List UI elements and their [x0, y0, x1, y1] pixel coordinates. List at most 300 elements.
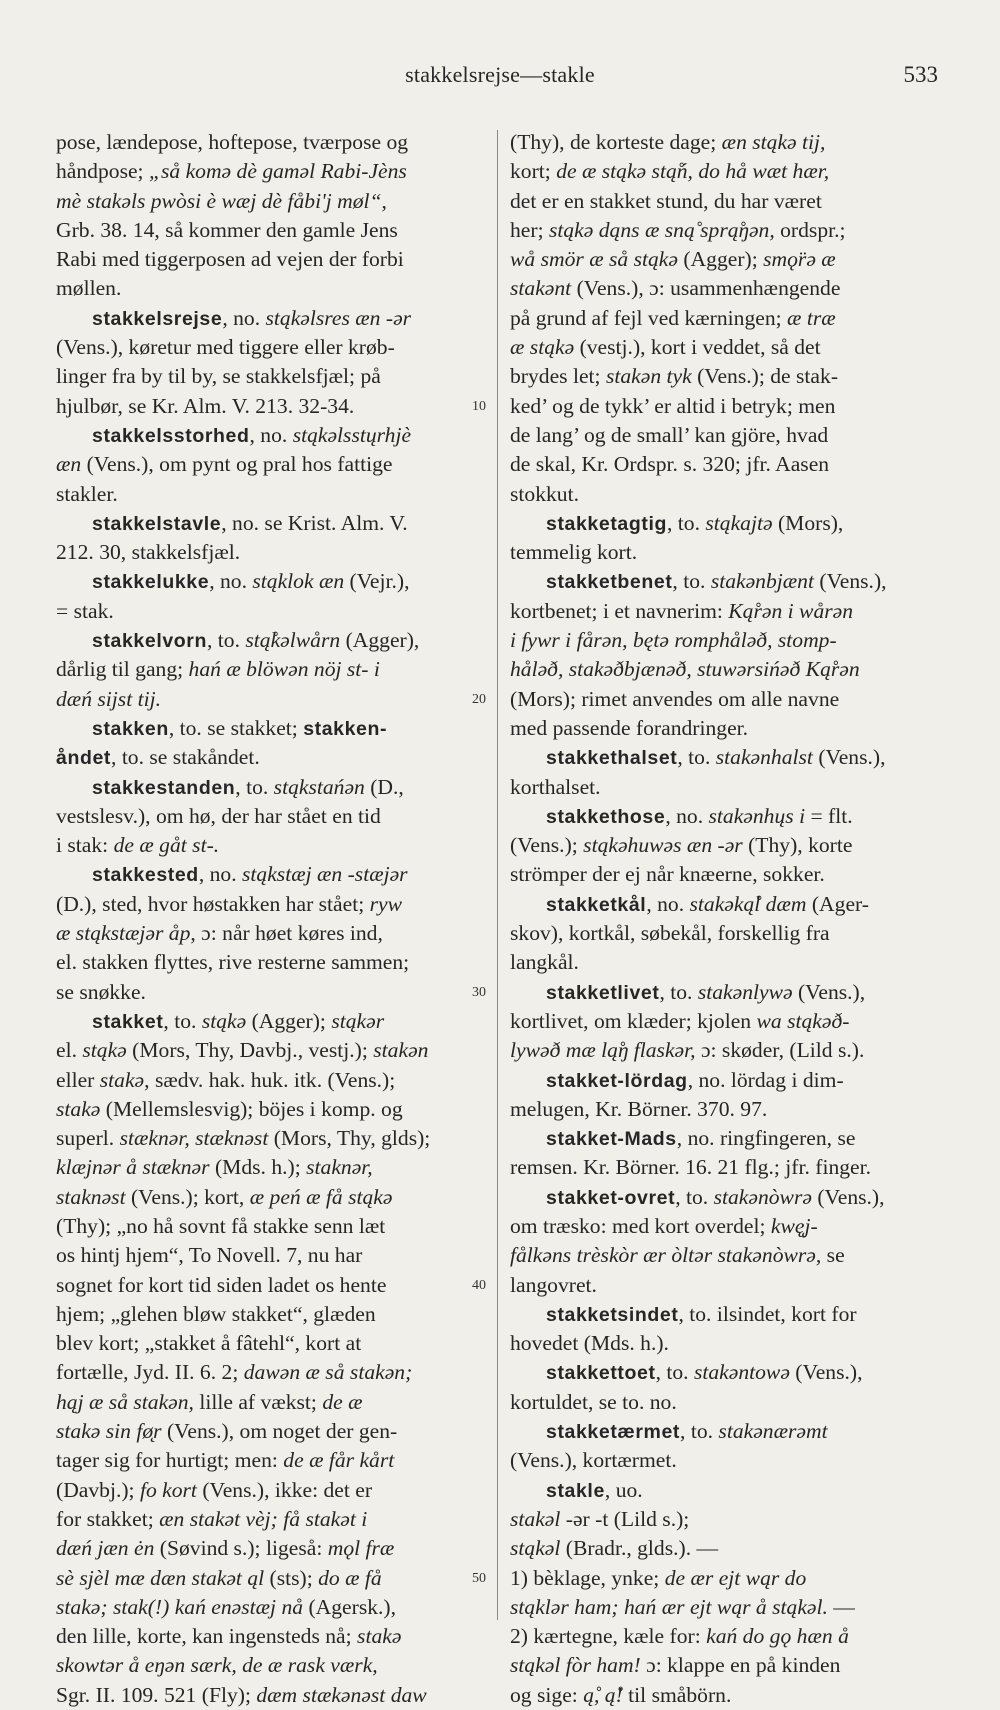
line-text: temmelig kort.	[510, 540, 638, 565]
dialect-form: stakəntowə	[693, 1360, 790, 1385]
text-line	[56, 421, 486, 450]
line-text: el.	[56, 1038, 83, 1063]
dialect-form: stakə	[56, 1096, 101, 1121]
text-line	[56, 1241, 486, 1270]
dialect-form: sè sjèl mæ dæn stakət ąl	[56, 1565, 265, 1590]
running-head-title: stakkelsrejse—stakle	[405, 62, 595, 87]
text-line	[56, 626, 486, 655]
dialect-form: æn stakət vèj; få stakət i	[159, 1506, 368, 1531]
dialect-form: Ką̊rən i wårən	[728, 598, 854, 623]
text-line	[510, 597, 942, 626]
text-line	[56, 714, 486, 743]
line-text: (vestj.), kort i veddet, så det	[574, 335, 821, 360]
text-line	[56, 890, 486, 919]
text-line	[56, 128, 486, 157]
line-text: linger fra by til by, se stakkelsfjæl; på	[56, 364, 381, 389]
dialect-form: stą̊kəlwårn	[245, 628, 341, 653]
headword: stakket-ovret	[546, 1186, 676, 1209]
line-text: (Ager-	[806, 891, 869, 916]
line-text: 212. 30, stakkelsfjæl.	[56, 540, 241, 565]
dialect-form: de æ	[322, 1389, 363, 1414]
dialect-form: fålkəns trèskòr ær òltər stakənòwrə,	[510, 1243, 822, 1268]
text-line	[510, 1534, 942, 1563]
line-text: , to.	[207, 628, 246, 653]
line-text: hjem; „glehen bløw stakket“, glæden	[56, 1301, 376, 1326]
line-text: ordspr.;	[774, 217, 846, 242]
text-line	[510, 773, 942, 802]
line-text: , to.	[672, 569, 711, 594]
dialect-form: stakənlywə	[697, 979, 793, 1004]
dialect-form: dæm stækənəst daw	[256, 1682, 427, 1707]
dialect-form: dæń jæn ėn	[56, 1536, 155, 1561]
line-text: (D.), sted, hvor høstakken har stået;	[56, 891, 370, 916]
text-line	[56, 948, 486, 977]
line-text: kortbenet; i et navnerim:	[510, 598, 729, 623]
text-line	[56, 773, 486, 802]
dialect-form: stąklok æn	[252, 569, 345, 594]
line-text: kortuldet, se to. no.	[510, 1389, 677, 1414]
dialect-form: hań æ blöwən nöj st- i	[188, 657, 380, 682]
line-text: (Søvind s.); ligeså:	[154, 1536, 328, 1561]
line-number: 50	[472, 1570, 486, 1586]
line-text: ɔ: klappe en på kinden	[640, 1653, 841, 1678]
line-text: brydes let;	[510, 364, 606, 389]
dialect-form: staknər,	[306, 1155, 373, 1180]
dialect-form: dæń sijst tij.	[56, 686, 161, 711]
dialect-form: de æ stąkə stą̊ń, do hå wæt hær,	[556, 159, 830, 184]
line-text: , to.	[680, 1419, 719, 1444]
text-line	[510, 1358, 942, 1387]
line-text: , no.	[249, 422, 293, 447]
text-line	[56, 567, 486, 596]
dialect-form: stakəką̊l dæm	[689, 891, 807, 916]
text-line	[510, 1476, 942, 1505]
headword: stakkelsstorhed	[92, 424, 250, 447]
line-text: dårlig til gang;	[56, 657, 189, 682]
text-line	[510, 1593, 942, 1622]
line-text: (Vens.), om pynt og pral hos fattige	[81, 452, 393, 477]
headword: stakkethose	[546, 805, 666, 828]
line-text: (Vens.);	[510, 833, 584, 858]
line-text: langovret.	[510, 1272, 597, 1297]
line-text: (Vens.), om noget der gen-	[161, 1419, 398, 1444]
text-line	[56, 860, 486, 889]
text-line	[56, 1505, 486, 1534]
line-text: , no.	[209, 569, 253, 594]
text-line	[510, 978, 942, 1007]
dialect-form: stakənhalst	[715, 745, 813, 770]
dialect-form: ą̊, ą̊!	[583, 1682, 623, 1707]
line-text: superl.	[56, 1126, 120, 1151]
text-line	[510, 567, 942, 596]
dialect-form: wå smör æ så stąkə	[510, 247, 678, 272]
headword: stakketkål	[546, 893, 647, 916]
dialect-form: stąkəhuwəs æn -ər	[583, 833, 743, 858]
line-text: -ər -t (Lild s.);	[560, 1506, 690, 1531]
text-line	[56, 802, 486, 831]
line-text: strömper der ej når knæerne, sokker.	[510, 862, 825, 887]
line-text: fortælle, Jyd. II. 6. 2;	[56, 1360, 244, 1385]
dialect-form: dawən æ så stakən;	[243, 1360, 413, 1385]
line-text: hjulbør, se Kr. Alm. V. 213. 32-34.	[56, 393, 355, 418]
dialect-form: stąkə dąns æ sną̊ sprą̊ŋən,	[548, 217, 775, 242]
line-text: ,	[381, 188, 387, 213]
text-line	[56, 157, 486, 186]
line-text: , no. se Krist. Alm. V.	[221, 510, 408, 535]
dialect-form: stakən tyk	[605, 364, 692, 389]
dialect-form: stąkəlsres æn -ər	[265, 305, 412, 330]
dialect-form: stakənhųs i	[708, 803, 806, 828]
text-line	[56, 450, 486, 479]
dialect-form: stąkə	[201, 1008, 247, 1033]
text-line	[510, 392, 942, 421]
text-line	[56, 538, 486, 567]
line-text: Grb. 38. 14, så kommer den gamle Jens	[56, 217, 398, 242]
text-line	[510, 1153, 942, 1182]
headword: stakken	[92, 717, 169, 740]
headword: stakketlivet	[546, 981, 660, 1004]
line-text: , no.	[198, 862, 243, 887]
line-text: (Mds. h.);	[209, 1155, 307, 1180]
dialect-form: æ stąkə	[510, 335, 575, 360]
dialect-form: stąkstańən	[273, 774, 365, 799]
headword: stakket	[92, 1010, 164, 1033]
text-line	[56, 304, 486, 333]
line-text: stakler.	[56, 481, 118, 506]
headword: stakkettoet	[546, 1362, 656, 1385]
line-text: (Thy), de korteste dage;	[510, 130, 722, 154]
line-text: (Vens.), ikke: det er	[196, 1477, 373, 1502]
right-column	[510, 128, 942, 1710]
text-line	[510, 362, 942, 391]
line-text: (Vens.), ɔ: usammenhængende	[571, 276, 841, 301]
dialect-form: stakən	[373, 1038, 429, 1063]
line-text: (Mors),	[772, 510, 844, 535]
dialect-form: æn	[56, 452, 82, 477]
text-line	[56, 187, 486, 216]
text-line	[510, 538, 942, 567]
line-text: el. stakken flyttes, rive resterne sammen;	[56, 950, 410, 975]
dialect-form: æ stąkstæjər åp	[56, 921, 191, 946]
dialect-form: håləð, stakəðbjænəð, stuwərsińəð Ką̊rən	[510, 657, 860, 682]
text-line	[510, 1564, 942, 1593]
text-line	[56, 245, 486, 274]
dialect-form: do æ få	[318, 1565, 382, 1590]
line-text: pose, lændepose, hoftepose, tværpose og	[56, 130, 409, 154]
text-line	[510, 1300, 942, 1329]
line-text: os hintj hjem“, To Novell. 7, nu har	[56, 1243, 363, 1268]
line-text: for stakket;	[56, 1506, 160, 1531]
dialect-form: stakə sin fø̨r	[56, 1419, 162, 1444]
headword: stakketsindet	[546, 1303, 679, 1326]
text-line	[56, 1388, 486, 1417]
dialect-form: stakəl	[510, 1506, 561, 1531]
line-text: møllen.	[56, 276, 122, 301]
text-line	[510, 860, 942, 889]
text-line	[56, 1271, 486, 1300]
text-line	[56, 1417, 486, 1446]
text-line	[510, 1388, 942, 1417]
headword: stakkelukke	[92, 571, 210, 594]
text-line	[510, 890, 942, 919]
text-line	[56, 480, 486, 509]
text-line	[510, 1446, 942, 1475]
text-line	[56, 1622, 486, 1651]
headword: stakken-	[303, 717, 388, 740]
line-text: på grund af fejl ved kærningen;	[510, 305, 788, 330]
line-text: , to. se stakåndet.	[111, 745, 260, 770]
dialect-form: stakənbjænt	[710, 569, 814, 594]
text-line	[510, 1212, 942, 1241]
dialect-form: stakə	[99, 1067, 145, 1092]
line-text: , to.	[677, 745, 716, 770]
line-text: (Vens.),	[789, 1360, 863, 1385]
text-line	[510, 1622, 942, 1651]
text-line	[510, 1007, 942, 1036]
dialect-form: staknəst	[56, 1184, 126, 1209]
text-line	[56, 1124, 486, 1153]
line-text: (Mors, Thy, Davbj., vestj.);	[126, 1038, 374, 1063]
text-line	[56, 1593, 486, 1622]
line-text: , no. lördag i dim-	[687, 1067, 844, 1092]
line-text: her;	[510, 217, 549, 242]
text-line	[56, 1095, 486, 1124]
line-number: 40	[472, 1277, 486, 1293]
line-text: 2) kærtegne, kæle for:	[510, 1624, 707, 1649]
line-text: = stak.	[56, 598, 114, 623]
text-line	[56, 509, 486, 538]
text-line	[510, 831, 942, 860]
text-line	[510, 626, 942, 655]
dialect-form: de æ gåt st-.	[113, 833, 220, 858]
text-line	[510, 1505, 942, 1534]
line-text: kortlivet, om klæder; kjolen	[510, 1008, 757, 1033]
dialect-form: skowtər å eŋən særk, de æ rask værk,	[56, 1653, 378, 1678]
line-text: til småbörn.	[622, 1682, 732, 1707]
line-text: , to. se stakket;	[168, 715, 304, 740]
text-line	[510, 802, 942, 831]
text-line	[56, 1476, 486, 1505]
line-text: (Vens.), køretur med tiggere eller krøb-	[56, 335, 395, 360]
line-text: ked’ og de tykk’ er altid i betryk; men	[510, 393, 836, 418]
line-text: med passende forandringer.	[510, 715, 749, 740]
headword: stakkethalset	[546, 747, 678, 770]
line-text: 1) bèklage, ynke;	[510, 1565, 665, 1590]
text-line	[510, 187, 942, 216]
line-text: , no.	[646, 891, 690, 916]
line-text: skov), kortkål, søbekål, forskellig fra	[510, 921, 830, 946]
line-number: 30	[472, 984, 486, 1000]
headword: stakket-Mads	[546, 1128, 677, 1151]
dialect-form: ryw	[369, 891, 403, 916]
line-text: se snøkke.	[56, 979, 146, 1004]
dialect-form: de ær ejt wąr do	[664, 1565, 807, 1590]
column-divider	[497, 130, 498, 1620]
dialect-form: mè stakəls pwòsi è wæj dè fåbi'j møl“	[56, 188, 382, 213]
left-column	[56, 128, 486, 1710]
line-text: i stak:	[56, 833, 114, 858]
line-text: den lille, korte, kan ingensteds nå;	[56, 1624, 358, 1649]
line-text: = flt.	[805, 803, 853, 828]
line-text: (Agersk.),	[303, 1594, 397, 1619]
headword: stakket-lördag	[546, 1069, 688, 1092]
line-text: remsen. Kr. Börner. 16. 21 flg.; jfr. finger.	[510, 1155, 872, 1180]
dialect-form: mǫl fræ	[327, 1536, 395, 1561]
line-text: (Vens.),	[813, 569, 887, 594]
text-line	[56, 1153, 486, 1182]
line-text: melugen, Kr. Börner. 370. 97.	[510, 1096, 768, 1121]
dialect-form: æ peń æ få stąkə	[249, 1184, 393, 1209]
text-line	[510, 157, 942, 186]
line-text: (Agger),	[340, 628, 420, 653]
line-number: 10	[472, 398, 486, 414]
text-line	[56, 1007, 486, 1036]
line-text: håndpose;	[56, 159, 149, 184]
line-text: (Vens.),	[811, 1184, 885, 1209]
text-line	[510, 743, 942, 772]
line-text: , ɔ: når høet køres ind,	[190, 921, 383, 946]
text-line	[510, 1329, 942, 1358]
line-text: , sædv. hak. huk. itk. (Vens.);	[144, 1067, 396, 1092]
dialect-form: stakənt	[510, 276, 572, 301]
text-line	[56, 1534, 486, 1563]
dialect-form: wa stąkəð-	[756, 1008, 850, 1033]
text-line	[510, 1417, 942, 1446]
line-text: de lang’ og de small’ kan gjöre, hvad	[510, 422, 829, 447]
line-text: tager sig for hurtigt; men:	[56, 1448, 284, 1473]
line-text: , no. ringfingeren, se	[676, 1126, 856, 1151]
text-line	[510, 421, 942, 450]
dialect-form: i fywr i fårən, bętə romphåləð, stomp-	[510, 628, 837, 653]
headword: stakkelstavle	[92, 512, 222, 535]
line-text: (Thy); „no hå sovnt få stakke senn læt	[56, 1213, 386, 1238]
line-text: Sgr. II. 109. 521 (Fly);	[56, 1682, 257, 1707]
dialect-form: stąkajtə	[705, 510, 773, 535]
dialect-form: stakənòwrə	[713, 1184, 812, 1209]
line-text: , no.	[222, 305, 266, 330]
dialect-form: stakə; stak(!) kań enəstæj nå	[56, 1594, 304, 1619]
line-text: om træsko: med kort overdel;	[510, 1213, 771, 1238]
dialect-form: de æ får kårt	[283, 1448, 395, 1473]
text-line	[56, 685, 486, 714]
text-line	[56, 1446, 486, 1475]
headword: stakketærmet	[546, 1421, 681, 1444]
dialect-form: æn stąkə tij,	[721, 130, 826, 154]
dialect-form: lywəð mæ lą̊ŋ flaskər,	[510, 1038, 696, 1063]
headword: åndet	[56, 747, 112, 770]
headword: stakkestanden	[92, 776, 236, 799]
line-text: (Bradr., glds.). —	[560, 1536, 719, 1561]
line-text: (Thy), korte	[742, 833, 853, 858]
line-text: , no.	[665, 803, 709, 828]
text-line	[56, 743, 486, 772]
dialect-form: kwę̨j-	[770, 1213, 818, 1238]
text-line	[56, 831, 486, 860]
text-line	[510, 948, 942, 977]
line-text: , to.	[675, 1184, 714, 1209]
dialect-form: fo kort	[139, 1477, 197, 1502]
line-text: ɔ: skøder, (Lild s.).	[695, 1038, 865, 1063]
text-line	[510, 714, 942, 743]
dialect-form: stąkəlsstųrhjè	[292, 422, 412, 447]
line-text: og sige:	[510, 1682, 584, 1707]
text-line	[56, 1681, 486, 1710]
line-text: blev kort; „stakket å fâtehl“, kort at	[56, 1331, 362, 1356]
text-line	[510, 333, 942, 362]
text-line	[510, 1095, 942, 1124]
text-line	[56, 274, 486, 303]
text-line	[56, 978, 486, 1007]
text-line	[56, 1183, 486, 1212]
line-text: de skal, Kr. Ordspr. s. 320; jfr. Aasen	[510, 452, 830, 477]
line-text: lille af vækst;	[193, 1389, 323, 1414]
headword: stakketagtig	[546, 512, 667, 535]
text-line	[56, 919, 486, 948]
line-text: , to.	[235, 774, 274, 799]
text-line	[56, 1329, 486, 1358]
line-text: —	[827, 1594, 855, 1619]
text-line	[56, 1358, 486, 1387]
line-text: , to.	[655, 1360, 694, 1385]
headword: stakkelvorn	[92, 630, 207, 653]
dialect-form: stąkər	[331, 1008, 385, 1033]
line-text: Rabi med tiggerposen ad vejen der forbi	[56, 247, 404, 272]
line-text: , to. ilsindet, kort for	[678, 1301, 857, 1326]
text-line	[510, 304, 942, 333]
dialect-form: hąj æ så stakən,	[56, 1389, 194, 1414]
line-text: (Davbj.);	[56, 1477, 140, 1502]
text-line	[56, 1300, 486, 1329]
dialect-form: klæjnər å stæknər	[56, 1155, 210, 1180]
line-text: , to.	[163, 1008, 202, 1033]
line-text: (Vejr.),	[344, 569, 410, 594]
text-line	[510, 245, 942, 274]
headword: stakkelsrejse	[92, 307, 223, 330]
line-text: eller	[56, 1067, 100, 1092]
text-line	[510, 1241, 942, 1270]
line-text: (Mors); rimet anvendes om alle navne	[510, 686, 840, 711]
dialect-form: stæknər, stæknəst	[119, 1126, 269, 1151]
text-line	[510, 1271, 942, 1300]
text-line	[56, 392, 486, 421]
text-line	[510, 919, 942, 948]
text-line	[510, 128, 942, 157]
text-line	[510, 1681, 942, 1710]
text-line	[56, 216, 486, 245]
line-text: (Vens.),	[812, 745, 886, 770]
line-text: (D.,	[364, 774, 404, 799]
dialect-form: stąkə	[82, 1038, 127, 1063]
line-text: langkål.	[510, 950, 579, 975]
headword: stakle	[546, 1479, 605, 1502]
line-number: 20	[472, 691, 486, 707]
text-line	[510, 655, 942, 684]
dialect-form: stąkstæj æn -stæjər	[242, 862, 408, 887]
line-text: (Vens.); de stak-	[691, 364, 839, 389]
line-text: kort;	[510, 159, 557, 184]
text-line	[510, 685, 942, 714]
line-text: (Agger);	[246, 1008, 332, 1033]
text-line	[56, 362, 486, 391]
text-line	[510, 509, 942, 538]
line-text: sognet for kort tid siden ladet os hente	[56, 1272, 387, 1297]
text-line	[56, 1036, 486, 1065]
text-line	[510, 274, 942, 303]
text-line	[510, 450, 942, 479]
text-line	[56, 1651, 486, 1680]
dialect-form: stąkəl	[510, 1536, 561, 1561]
line-text: vestslesv.), om hø, der har stået en tid	[56, 803, 381, 828]
